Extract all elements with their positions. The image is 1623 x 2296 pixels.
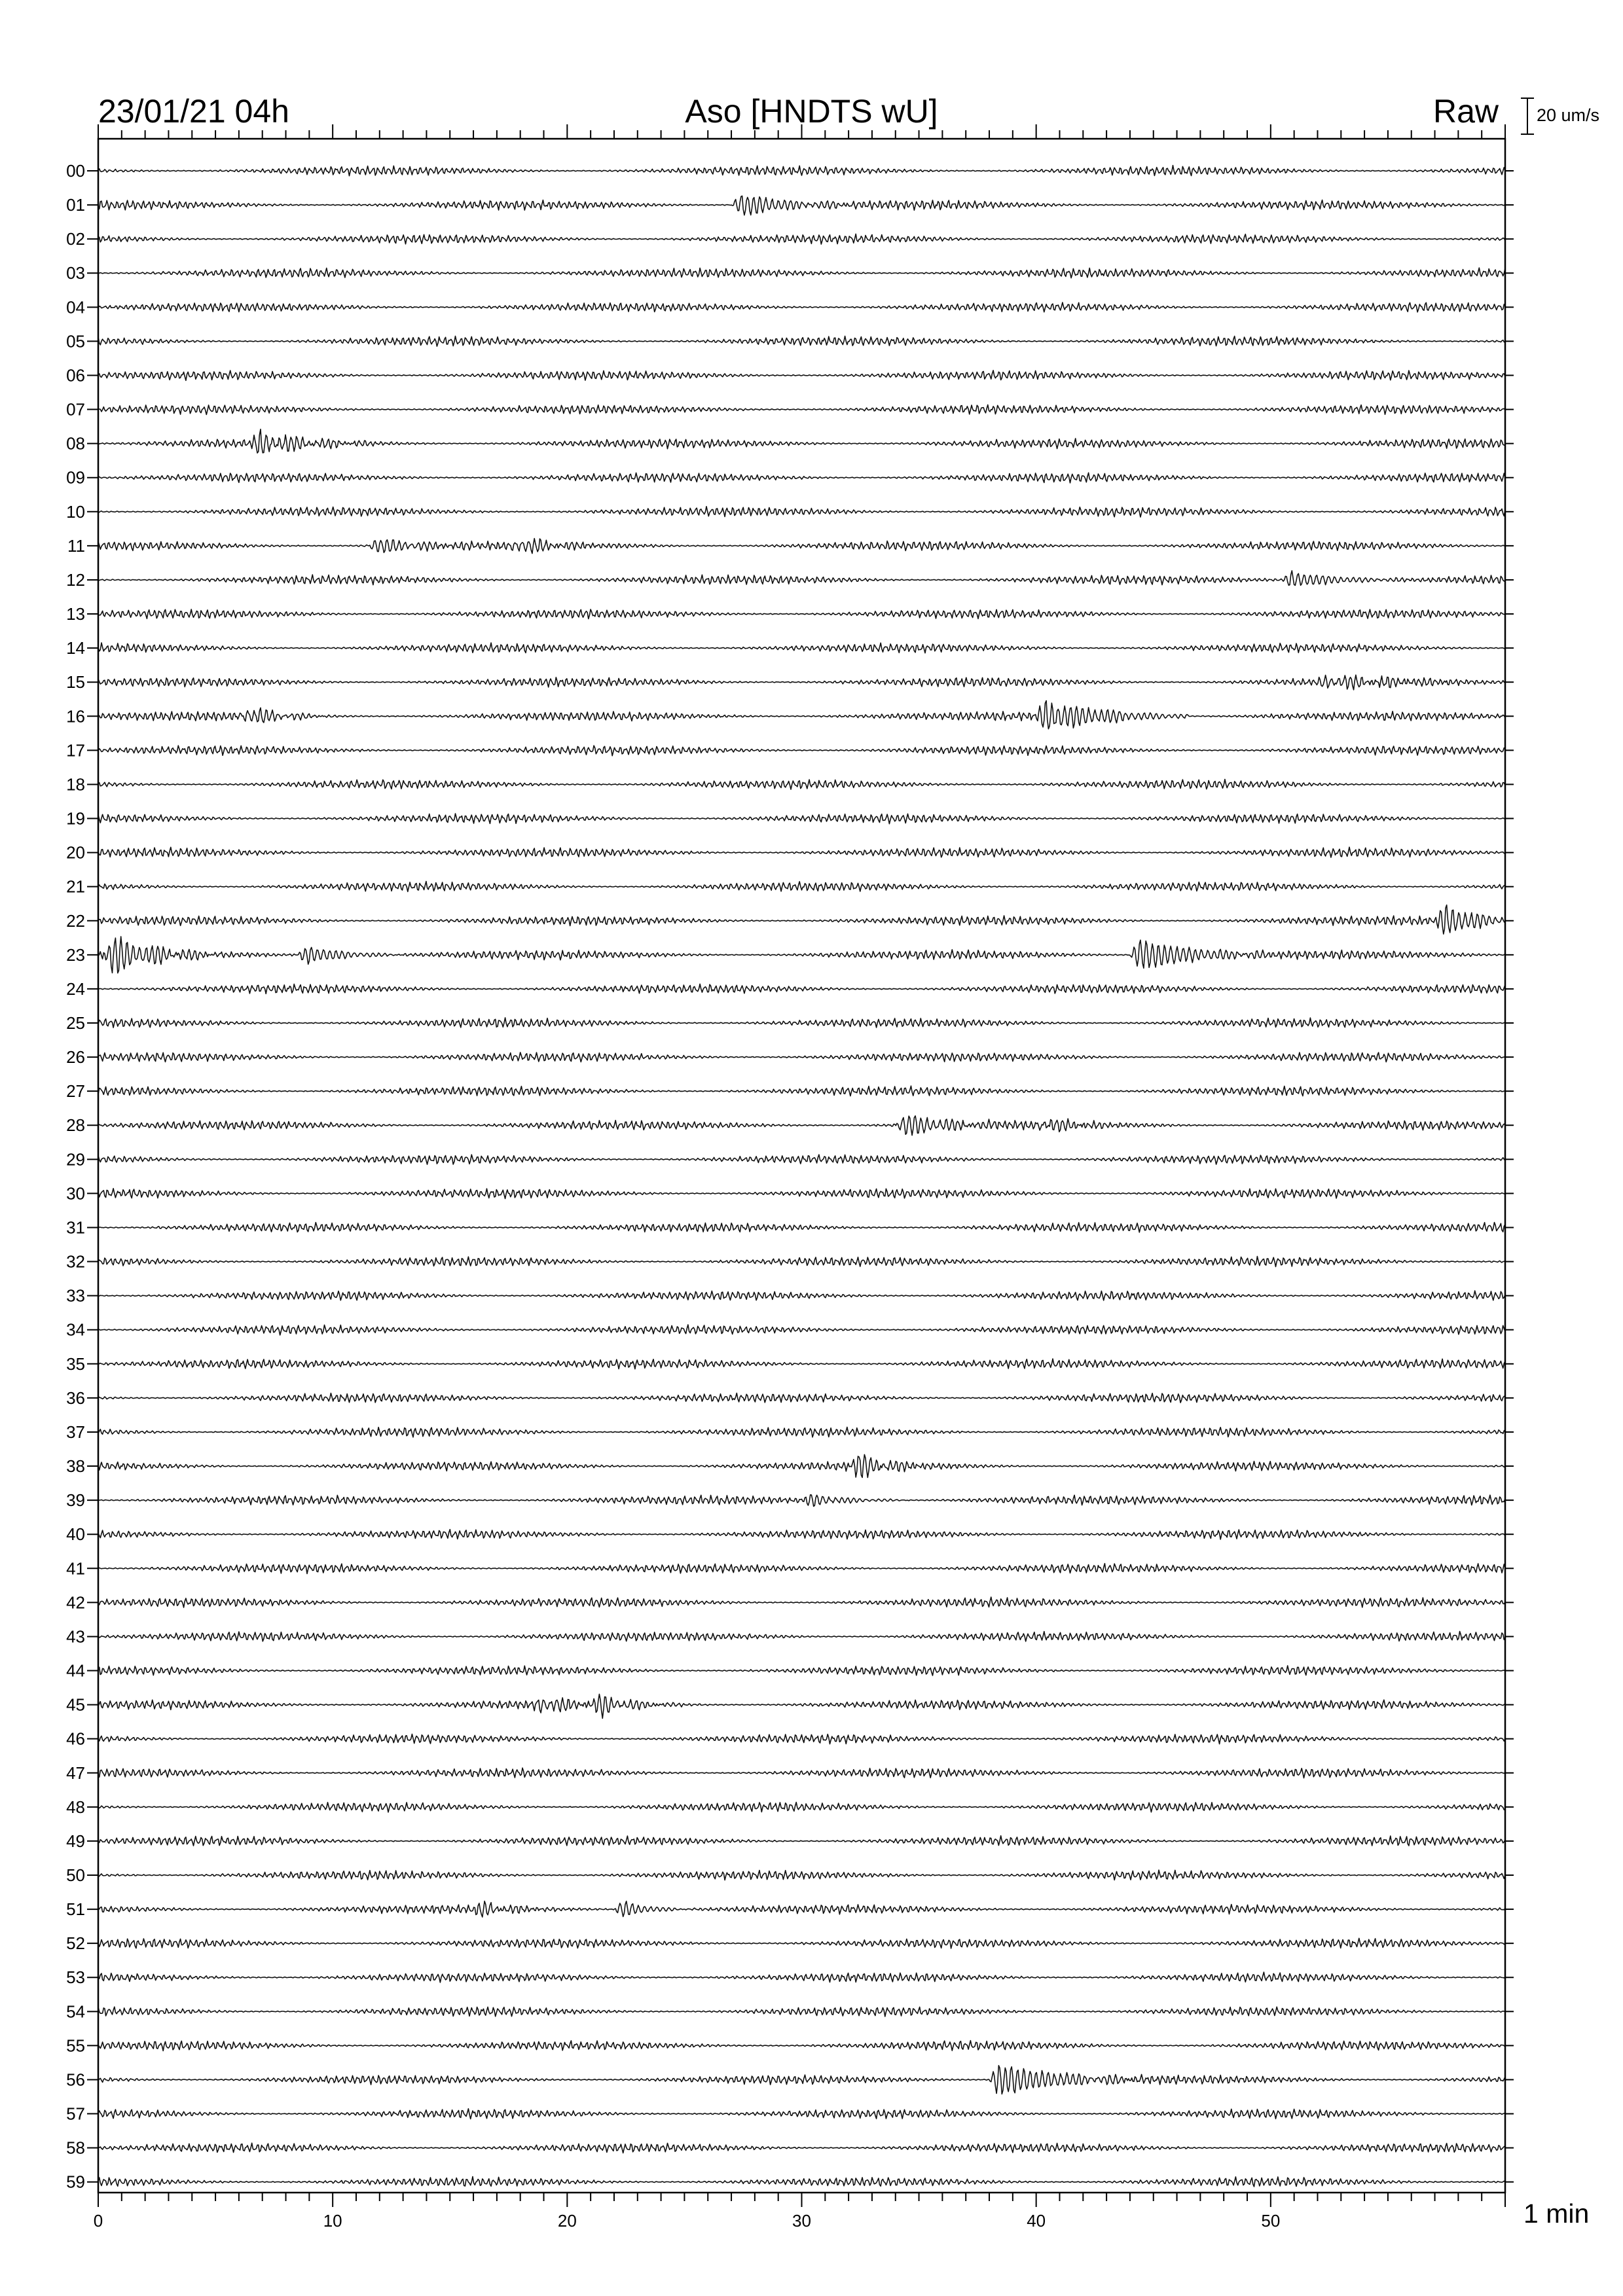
row-label-21: 21 <box>66 876 85 897</box>
trace-row-47 <box>98 1768 1505 1778</box>
trace-row-04 <box>98 302 1505 312</box>
row-label-20: 20 <box>66 842 85 863</box>
row-label-26: 26 <box>66 1047 85 1067</box>
row-label-53: 53 <box>66 1967 85 1988</box>
row-label-32: 32 <box>66 1251 85 1272</box>
trace-row-41 <box>98 1564 1505 1574</box>
trace-row-12 <box>98 571 1505 586</box>
trace-row-34 <box>98 1325 1505 1335</box>
row-label-50: 50 <box>66 1865 85 1885</box>
row-label-57: 57 <box>66 2104 85 2124</box>
row-label-16: 16 <box>66 706 85 726</box>
row-label-30: 30 <box>66 1183 85 1204</box>
trace-row-19 <box>98 814 1505 824</box>
row-label-31: 31 <box>66 1217 85 1238</box>
trace-row-21 <box>98 882 1505 892</box>
trace-row-08 <box>98 429 1505 453</box>
trace-row-56 <box>98 2066 1505 2094</box>
row-label-24: 24 <box>66 978 85 999</box>
row-label-12: 12 <box>66 569 85 590</box>
trace-row-50 <box>98 1870 1505 1880</box>
trace-row-37 <box>98 1427 1505 1437</box>
trace-row-13 <box>98 609 1505 619</box>
trace-row-28 <box>98 1116 1505 1136</box>
row-label-42: 42 <box>66 1592 85 1613</box>
trace-row-48 <box>98 1803 1505 1812</box>
trace-row-40 <box>98 1530 1505 1539</box>
x-tick-label: 0 <box>93 2211 103 2231</box>
row-label-43: 43 <box>66 1626 85 1647</box>
trace-row-39 <box>98 1495 1505 1507</box>
row-label-25: 25 <box>66 1013 85 1033</box>
trace-row-14 <box>98 643 1505 653</box>
amplitude-scale-bar <box>1521 98 1534 134</box>
row-label-17: 17 <box>66 740 85 761</box>
row-label-47: 47 <box>66 1763 85 1783</box>
trace-row-49 <box>98 1836 1505 1846</box>
trace-row-33 <box>98 1291 1505 1300</box>
trace-row-24 <box>98 984 1505 994</box>
row-label-22: 22 <box>66 910 85 931</box>
row-label-58: 58 <box>66 2138 85 2158</box>
row-label-14: 14 <box>66 638 85 658</box>
row-label-52: 52 <box>66 1933 85 1954</box>
x-axis-unit-label: 1 min <box>1523 2198 1590 2229</box>
row-label-44: 44 <box>66 1660 85 1681</box>
row-labels <box>66 161 1514 2192</box>
trace-row-16 <box>98 701 1505 729</box>
trace-row-18 <box>98 780 1505 789</box>
row-label-35: 35 <box>66 1354 85 1374</box>
row-label-02: 02 <box>66 229 85 249</box>
row-label-09: 09 <box>66 467 85 488</box>
row-label-11: 11 <box>67 535 85 556</box>
row-label-07: 07 <box>66 399 85 420</box>
row-label-55: 55 <box>66 2036 85 2056</box>
row-label-05: 05 <box>66 331 85 351</box>
trace-row-05 <box>98 336 1505 347</box>
trace-row-11 <box>98 539 1505 554</box>
trace-row-58 <box>98 2143 1505 2153</box>
trace-row-46 <box>98 1734 1505 1744</box>
trace-row-15 <box>98 675 1505 690</box>
trace-row-17 <box>98 745 1505 756</box>
trace-row-38 <box>98 1454 1505 1477</box>
trace-row-20 <box>98 847 1505 857</box>
row-label-33: 33 <box>66 1285 85 1306</box>
trace-row-07 <box>98 405 1505 415</box>
row-label-54: 54 <box>66 2001 85 2022</box>
station-title: Aso [HNDTS wU] <box>685 93 938 130</box>
trace-row-54 <box>98 2007 1505 2017</box>
row-label-08: 08 <box>66 433 85 454</box>
trace-row-22 <box>98 905 1505 934</box>
trace-row-43 <box>98 1632 1505 1641</box>
trace-row-23 <box>98 937 1505 973</box>
row-label-15: 15 <box>66 672 85 692</box>
row-label-19: 19 <box>66 808 85 829</box>
trace-row-35 <box>98 1359 1505 1369</box>
trace-row-29 <box>98 1155 1505 1164</box>
row-label-59: 59 <box>66 2172 85 2192</box>
trace-row-44 <box>98 1666 1505 1676</box>
trace-row-31 <box>98 1223 1505 1232</box>
trace-row-03 <box>98 268 1505 278</box>
seismic-traces <box>98 166 1505 2187</box>
trace-row-25 <box>98 1018 1505 1028</box>
x-tick-label: 30 <box>792 2211 811 2231</box>
trace-row-53 <box>98 1972 1505 1982</box>
trace-row-52 <box>98 1938 1505 1948</box>
row-label-29: 29 <box>66 1149 85 1170</box>
trace-row-02 <box>98 234 1505 245</box>
row-label-28: 28 <box>66 1115 85 1136</box>
trace-row-32 <box>98 1257 1505 1267</box>
row-label-45: 45 <box>66 1695 85 1715</box>
date-hour-label: 23/01/21 04h <box>98 93 289 130</box>
mode-label: Raw <box>1432 93 1499 130</box>
row-label-01: 01 <box>66 195 85 215</box>
trace-row-59 <box>98 2177 1505 2187</box>
row-label-36: 36 <box>66 1388 85 1408</box>
row-label-06: 06 <box>66 365 85 386</box>
row-label-27: 27 <box>66 1081 85 1102</box>
x-tick-label: 50 <box>1261 2211 1281 2231</box>
trace-row-57 <box>98 2109 1505 2119</box>
row-label-37: 37 <box>66 1422 85 1442</box>
trace-row-51 <box>98 1901 1505 1917</box>
row-label-23: 23 <box>66 944 85 965</box>
amplitude-scale-label: 20 um/s <box>1537 105 1600 125</box>
trace-row-00 <box>98 166 1505 176</box>
row-label-10: 10 <box>66 501 85 522</box>
trace-row-36 <box>98 1393 1505 1403</box>
row-label-40: 40 <box>66 1524 85 1545</box>
trace-row-09 <box>98 473 1505 483</box>
x-tick-label: 10 <box>323 2211 342 2231</box>
row-label-03: 03 <box>66 263 85 283</box>
plot-frame <box>98 139 1505 2193</box>
row-label-13: 13 <box>66 604 85 624</box>
trace-row-42 <box>98 1597 1505 1607</box>
trace-row-27 <box>98 1086 1505 1096</box>
row-label-39: 39 <box>66 1490 85 1511</box>
trace-row-06 <box>98 370 1505 380</box>
row-label-56: 56 <box>66 2070 85 2090</box>
trace-row-30 <box>98 1189 1505 1199</box>
trace-row-45 <box>98 1694 1505 1718</box>
trace-row-10 <box>98 507 1505 517</box>
row-label-00: 00 <box>66 161 85 181</box>
trace-row-55 <box>98 2041 1505 2051</box>
trace-row-26 <box>98 1052 1505 1062</box>
row-label-34: 34 <box>66 1319 85 1340</box>
row-label-46: 46 <box>66 1729 85 1749</box>
row-label-18: 18 <box>66 774 85 795</box>
x-tick-label: 40 <box>1027 2211 1046 2231</box>
time-axis-ticks <box>94 124 1505 2231</box>
row-label-41: 41 <box>66 1558 85 1579</box>
row-label-49: 49 <box>66 1831 85 1851</box>
trace-row-01 <box>98 196 1505 215</box>
row-label-38: 38 <box>66 1456 85 1477</box>
row-label-48: 48 <box>66 1797 85 1817</box>
row-label-51: 51 <box>66 1899 85 1920</box>
x-tick-label: 20 <box>557 2211 577 2231</box>
row-label-04: 04 <box>66 297 85 317</box>
